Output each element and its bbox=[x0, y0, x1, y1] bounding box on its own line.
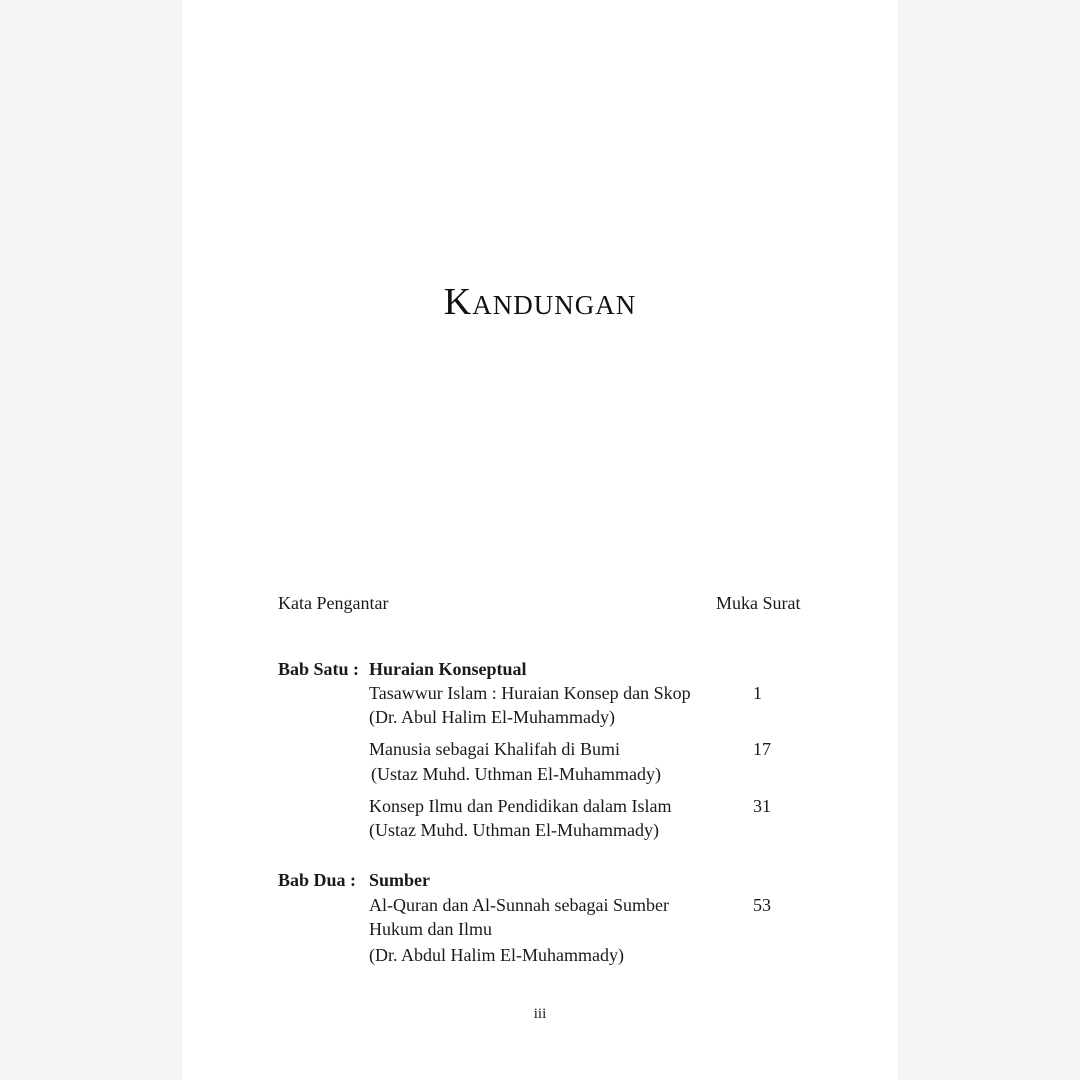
entry-author: (Ustaz Muhd. Uthman El-Muhammady) bbox=[371, 764, 661, 784]
chapter-heading: Sumber bbox=[369, 870, 431, 890]
entry-page-number: 31 bbox=[753, 796, 771, 816]
page-title: Kandungan bbox=[443, 281, 637, 323]
entry-title: Manusia sebagai Khalifah di Bumi bbox=[369, 739, 620, 759]
chapter-label: Bab Satu : bbox=[278, 659, 360, 679]
entry-author: (Ustaz Muhd. Uthman El-Muhammady) bbox=[369, 820, 659, 840]
entry-author: (Dr. Abul Halim El-Muhammady) bbox=[369, 707, 615, 727]
entry-title: Al-Quran dan Al-Sunnah sebagai Sumber bbox=[369, 895, 669, 915]
entry-page-number: 1 bbox=[753, 683, 762, 703]
book-page bbox=[182, 0, 898, 1080]
entry-author: (Dr. Abdul Halim El-Muhammady) bbox=[369, 945, 624, 965]
preface-label: Kata Pengantar bbox=[278, 593, 389, 613]
page-column-header: Muka Surat bbox=[716, 593, 801, 613]
page-number: iii bbox=[533, 1006, 547, 1022]
chapter-heading: Huraian Konseptual bbox=[369, 659, 527, 679]
entry-title: Konsep Ilmu dan Pendidikan dalam Islam bbox=[369, 796, 672, 816]
entry-page-number: 17 bbox=[753, 739, 771, 759]
entry-title: Tasawwur Islam : Huraian Konsep dan Skop bbox=[369, 683, 691, 703]
entry-title-continued: Hukum dan Ilmu bbox=[369, 919, 492, 939]
entry-page-number: 53 bbox=[753, 895, 771, 915]
chapter-label: Bab Dua : bbox=[278, 870, 357, 890]
